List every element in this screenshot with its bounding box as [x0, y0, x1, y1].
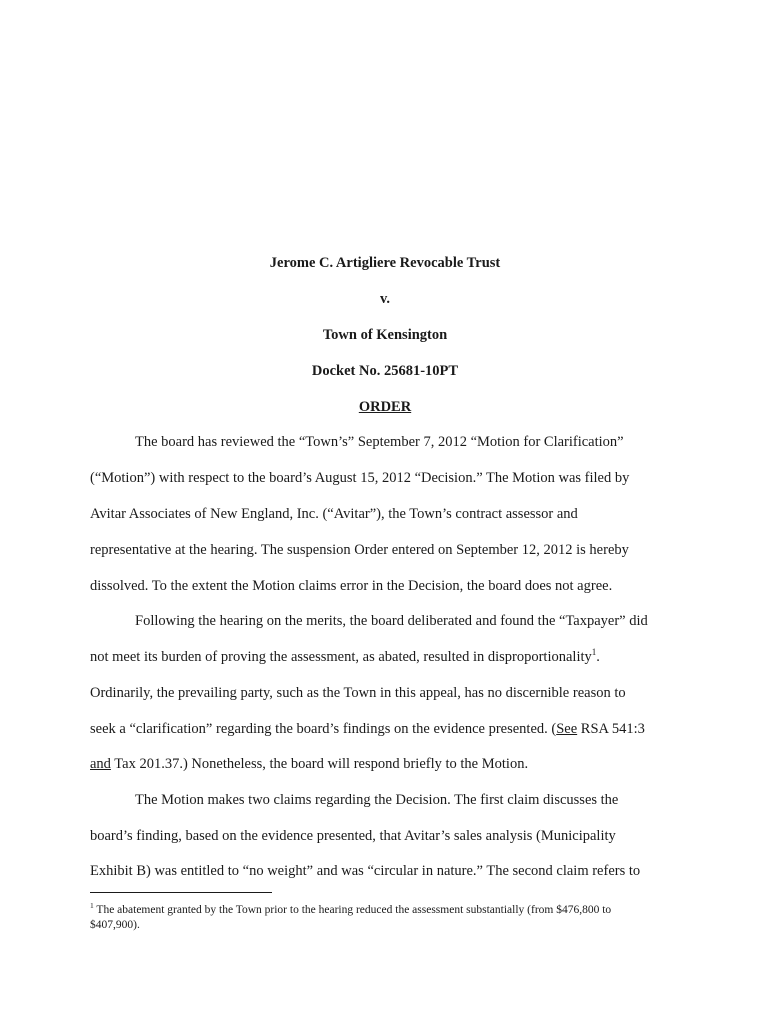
order-heading: ORDER	[358, 399, 412, 415]
paragraph-line: Avitar Associates of New England, Inc. (“Avitar”), the Town’s contract assessor and	[90, 506, 578, 522]
line-text: seek a “clarification” regarding the board’s findings on the evidence presented. (	[90, 721, 557, 737]
respondent-name: Town of Kensington	[322, 327, 448, 343]
paragraph-line: Exhibit B) was entitled to “no weight” and was “circular in nature.” The second claim refers to	[90, 863, 641, 879]
paragraph-line	[90, 648, 600, 666]
paragraph-line: representative at the hearing. The suspension Order entered on September 12, 2012 is hereby	[90, 542, 629, 558]
versus-label: v.	[379, 291, 391, 307]
footnote-line	[90, 903, 611, 918]
line-text: not meet its burden of proving the assessment, as abated, resulted in disproportionality	[90, 649, 592, 665]
paragraph-line: (“Motion”) with respect to the board’s August 15, 2012 “Decision.” The Motion was filed by	[90, 470, 630, 486]
paragraph-line: Following the hearing on the merits, the board deliberated and found the “Taxpayer” did	[135, 613, 648, 629]
paragraph-line	[90, 755, 528, 773]
paragraph-line: dissolved. To the extent the Motion claims error in the Decision, the board does not agree.	[90, 578, 613, 594]
docket-number: Docket No. 25681-10PT	[311, 363, 459, 379]
see-citation: See	[556, 721, 578, 737]
line-text: Tax 201.37.) Nonetheless, the board will respond briefly to the Motion.	[110, 756, 529, 772]
line-text: RSA 541:3	[577, 721, 645, 737]
footnote-marker: 1	[90, 901, 94, 911]
case-title: Jerome C. Artigliere Revocable Trust	[269, 255, 501, 271]
footnote-line: $407,900).	[90, 919, 140, 931]
paragraph-line: The Motion makes two claims regarding the Decision. The first claim discusses the	[135, 792, 619, 808]
paragraph-line: Ordinarily, the prevailing party, such as the Town in this appeal, has no discernible reason to	[90, 685, 626, 701]
line-end: .	[596, 649, 600, 665]
footnote-text: The abatement granted by the Town prior to the hearing reduced the assessment substantially (from $476,800 to	[93, 904, 612, 916]
paragraph-line: board’s finding, based on the evidence presented, that Avitar’s sales analysis (Municipality	[90, 828, 616, 844]
footnote-reference: 1	[591, 647, 597, 658]
footnote-divider	[90, 892, 272, 893]
paragraph-line: The board has reviewed the “Town’s” September 7, 2012 “Motion for Clarification”	[135, 434, 624, 450]
and-citation: and	[90, 756, 111, 772]
paragraph-line	[90, 720, 645, 738]
